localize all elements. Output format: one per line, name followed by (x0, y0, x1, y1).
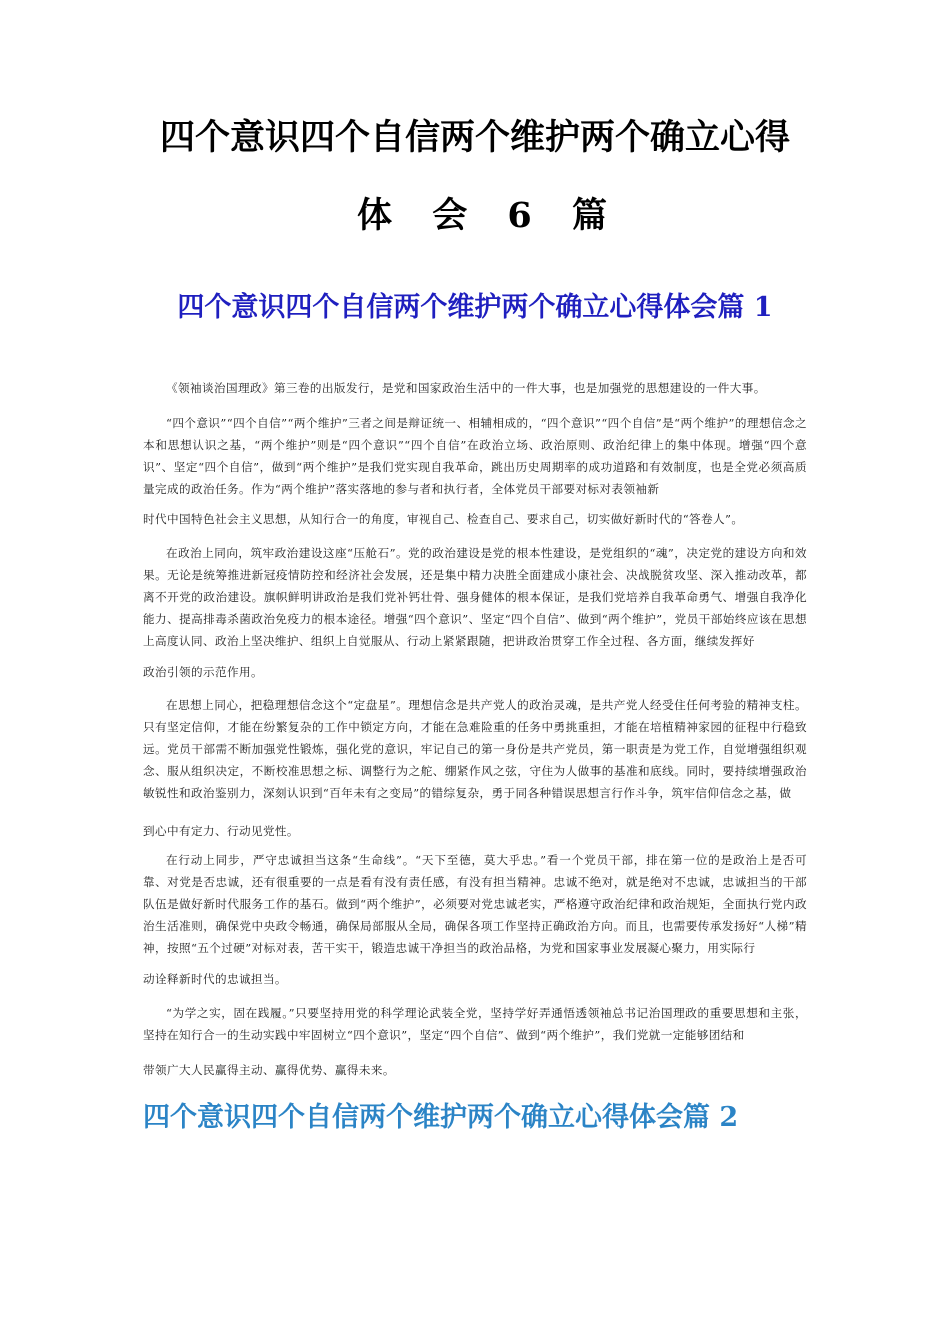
paragraph-3: 在思想上同心，把稳理想信念这个“定盘星”。理想信念是共产党人的政治灵魂，是共产党人经受住任何考验的精神支柱。只有坚定信仰，才能在纷繁复杂的工作中锁定方向，才能在急难险重的任务中勇挑重担，才能在培植精神家园的征程中行稳致远。党员干部需不断加强党性锻炼，强化党的意识，牢记自己的第一身份是共产党员，第一职责是为党工作，自觉增强组织观念、服从组织决定，不断校准思想之标、调整行为之舵、绷紧作风之弦，守住为人做事的基准和底线。同时，要持续增强政治敏锐性和政治鉴别力，深刻认识到“百年未有之变局”的错综复杂，勇于同各种错误思想言行作斗争，筑牢信仰信念之基，做 (143, 698, 807, 800)
paragraph-2-last-line: 政治引领的示范作用。 (143, 665, 263, 679)
paragraph-5: “为学之实，固在践履。”只要坚持用党的科学理论武装全党，坚持学好弄通悟透领袖总书记治国理政的重要思想和主张，坚持在知行合一的生动实践中牢固树立“四个意识”，坚定“四个自信”、做到“两个维护”，我们党就一定能够团结和 (143, 1006, 807, 1042)
section-heading-1: 四个意识四个自信两个维护两个确立心得体会篇 1 (177, 292, 773, 323)
document-title-line1: 四个意识四个自信两个维护两个确立心得 (159, 117, 790, 158)
paragraph-4: 在行动上同步，严守忠诚担当这条“生命线”。“天下至德，莫大乎忠。”看一个党员干部，排在第一位的是政治上是否可靠、对党是否忠诚，还有很重要的一点是看有没有责任感，有没有担当精神。忠诚不绝对，就是绝对不忠诚，忠诚担当的干部队伍是做好新时代服务工作的基石。做到“两个维护”，必须要对党忠诚老实，严格遵守政治纪律和政治规矩，全面执行党内政治生活准则，确保党中央政令畅通，确保局部服从全局，确保各项工作坚持正确政治方向。而且，也需要传承发扬好“人梯”精神，按照“五个过硬”对标对表，苦干实干，锻造忠诚干净担当的政治品格，为党和国家事业发展凝心聚力，用实际行 (143, 853, 807, 955)
paragraph-1: “四个意识”“四个自信”“两个维护”三者之间是辩证统一、相辅相成的，“四个意识”“四个自信”是“两个维护”的理想信念之本和思想认识之基，“两个维护”则是“四个意识”“四个自信”在政治立场、政治原则、政治纪律上的集中体现。增强“四个意识”、坚定“四个自信”，做到“两个维护”是我们党实现自我革命，跳出历史周期率的成功道路和有效制度，也是全党必须高质量完成的政治任务。作为“两个维护”落实落地的参与者和执行者，全体党员干部要对标对表领袖新 (143, 416, 807, 496)
paragraph-3-last-line: 到心中有定力、行动见党性。 (143, 824, 299, 838)
paragraph-4-last-line: 动诠释新时代的忠诚担当。 (143, 972, 287, 986)
paragraph-5-last-line: 带领广大人民赢得主动、赢得优势、赢得未来。 (143, 1063, 395, 1077)
paragraph-2: 在政治上同向，筑牢政治建设这座“压舱石”。党的政治建设是党的根本性建设，是党组织的“魂”，决定党的建设方向和效果。无论是统筹推进新冠疫情防控和经济社会发展，还是集中精力决胜全面建成小康社会、决战脱贫攻坚、深入推动改革，都离不开党的政治建设。旗帜鲜明讲政治是我们党补钙壮骨、强身健体的根本保证，是我们党培养自我革命勇气、增强自我净化能力、提高排毒杀菌政治免疫力的根本途径。增强“四个意识”、坚定“四个自信”、做到“两个维护”，党员干部始终应该在思想上高度认同、政治上坚决维护、组织上自觉服从、行动上紧紧跟随，把讲政治贯穿工作全过程、各方面，继续发挥好 (143, 546, 807, 648)
paragraph-intro: 《领袖谈治国理政》第三卷的出版发行，是党和国家政治生活中的一件大事，也是加强党的思想建设的一件大事。 (166, 381, 766, 395)
paragraph-1-last-line: 时代中国特色社会主义思想，从知行合一的角度，审视自己、检查自己、要求自己，切实做好新时代的“答卷人”。 (143, 512, 744, 526)
section-heading-2: 四个意识四个自信两个维护两个确立心得体会篇 2 (143, 1102, 739, 1133)
document-title-line2: 体 会 6 篇 (357, 195, 621, 236)
